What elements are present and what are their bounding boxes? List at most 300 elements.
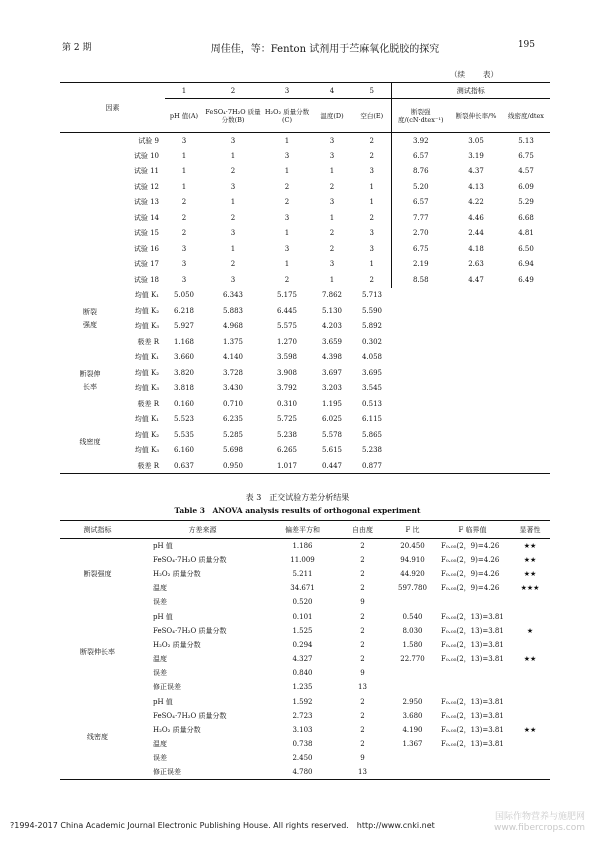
factor-level-cell: 3 — [230, 182, 236, 191]
range-analysis-row — [60, 396, 550, 412]
measurement-cell: 3.19 — [468, 151, 484, 160]
factor-level-cell: 1 — [284, 167, 290, 176]
trial-row — [60, 272, 550, 288]
f-critical-value: F₀.₀₅(2，9)=4.26 — [441, 584, 500, 593]
statistic-value: 5.238 — [276, 430, 298, 439]
measurement-cell: 6.75 — [391, 241, 450, 257]
blank-cell — [60, 195, 120, 211]
measurement-cell: 4.37 — [468, 167, 484, 176]
statistic-value: 3.598 — [276, 353, 298, 362]
f-ratio: 44.920 — [400, 569, 425, 578]
measurement-cell: 6.75 — [518, 151, 534, 160]
factor-level-cell: 2 — [284, 198, 290, 207]
f-critical-value: F₀.₀₅(2，13)=3.81 — [441, 711, 504, 720]
variance-source: 温度 — [153, 740, 167, 749]
anova-table — [60, 520, 550, 780]
measurement-cell: 4.13 — [468, 182, 484, 191]
trial-row — [60, 133, 550, 149]
significance-marker: ★★ — [523, 726, 537, 735]
factor-level-cell: 2 — [329, 229, 335, 238]
factor-level-cell: 2 — [230, 213, 236, 222]
significance-marker: ★★ — [523, 555, 537, 564]
f-ratio: 1.367 — [402, 740, 423, 749]
blank-cell — [391, 303, 550, 319]
statistic-value: 3.545 — [361, 384, 383, 393]
blank-cell — [391, 334, 550, 350]
statistic-value: 5.575 — [276, 322, 298, 331]
col-label: 空白(E) — [360, 111, 384, 120]
measurement-cell: 2.44 — [468, 229, 484, 238]
indicator-group-name — [60, 288, 120, 350]
blank-cell — [60, 164, 120, 180]
measurement-cell: 6.09 — [518, 182, 534, 191]
variance-source: H₂O₂ 质量分数 — [153, 726, 201, 735]
trial-label: 试验 17 — [133, 260, 159, 269]
anova-row — [60, 609, 550, 623]
measurement-cell: 4.18 — [468, 244, 484, 253]
significance-marker: ★★ — [523, 569, 537, 578]
measurement-cell: 8.58 — [391, 272, 450, 288]
statistic-value: 5.535 — [173, 430, 195, 439]
degrees-of-freedom: 2 — [360, 541, 365, 550]
sum-of-squares: 4.780 — [292, 768, 313, 777]
f-critical-value — [435, 766, 510, 780]
factor-level-cell: 1 — [181, 182, 187, 191]
anova-header-cell: 偏差平方和 — [285, 525, 320, 534]
statistic-value: 6.343 — [222, 291, 244, 300]
sum-of-squares: 0.738 — [292, 740, 313, 749]
factor-level-cell: 2 — [329, 182, 335, 191]
measurement-cell: 4.81 — [518, 229, 534, 238]
factor-level-cell: 1 — [230, 244, 236, 253]
statistic-value: 5.883 — [222, 306, 244, 315]
factor-level-cell: 3 — [369, 244, 374, 253]
factor-level-cell: 2 — [369, 136, 374, 145]
degrees-of-freedom: 2 — [360, 555, 365, 564]
f-ratio: 2.950 — [402, 697, 423, 706]
f-ratio: 4.190 — [402, 726, 423, 735]
trial-label: 试验 18 — [133, 275, 159, 284]
degrees-of-freedom: 2 — [360, 640, 365, 649]
indicator-group-name — [60, 350, 120, 412]
variance-source: 误差 — [153, 598, 167, 607]
significance-marker: ★★ — [523, 655, 537, 664]
statistic-value: 6.265 — [276, 446, 298, 455]
statistic-value: 7.862 — [321, 291, 343, 300]
f-critical-value — [435, 595, 510, 609]
factor-level-cell: 1 — [369, 182, 374, 191]
anova-header-cell: 显著性 — [519, 525, 541, 534]
blank-cell — [60, 148, 120, 164]
table3-caption-zh: 表 3 正交试验方差分析结果 — [245, 493, 350, 502]
statistic-label: 均值 K₃ — [134, 384, 159, 393]
anova-header-cell: 测试指标 — [83, 525, 112, 534]
statistic-label: 均值 K₂ — [134, 368, 159, 377]
watermark-line: 国际作物营养与施肥网 — [494, 812, 585, 822]
significance-marker — [510, 751, 550, 765]
statistic-label: 均值 K₁ — [134, 353, 159, 362]
statistic-value: 5.725 — [276, 415, 298, 424]
factor-level-cell: 2 — [181, 198, 187, 207]
sum-of-squares: 1.186 — [292, 541, 313, 550]
trial-row — [60, 241, 550, 257]
factor-level-cell: 1 — [284, 229, 290, 238]
anova-header-cell: F 比 — [405, 525, 420, 534]
range-analysis-row — [60, 427, 550, 443]
variance-source: pH 值 — [153, 697, 173, 706]
variance-source: FeSO₄·7H₂O 质量分数 — [153, 711, 227, 720]
anova-header-cell: 自由度 — [352, 525, 373, 534]
trial-label: 试验 10 — [133, 151, 159, 160]
factor-level-cell: 1 — [230, 151, 236, 160]
variance-source: FeSO₄·7H₂O 质量分数 — [153, 555, 227, 564]
continued-marker — [450, 69, 498, 80]
factor-level-cell: 2 — [230, 260, 236, 269]
significance-marker: ★ — [526, 626, 534, 635]
indicator-group-name — [60, 412, 120, 474]
f-critical-value: F₀.₀₅(2，13)=3.81 — [441, 697, 504, 706]
degrees-of-freedom: 13 — [358, 768, 367, 777]
significance-marker — [510, 737, 550, 751]
significance-marker — [510, 709, 550, 723]
f-ratio — [390, 766, 435, 780]
statistic-value: 5.927 — [173, 322, 195, 331]
significance-marker: ★★ — [523, 541, 537, 550]
factor-level-cell: 3 — [284, 151, 290, 160]
sum-of-squares: 1.525 — [292, 626, 313, 635]
statistic-value: 5.698 — [222, 446, 244, 455]
col-number: 3 — [263, 83, 311, 99]
significance-marker — [510, 680, 550, 694]
statistic-value: 0.637 — [173, 461, 195, 470]
statistic-value: 4.140 — [222, 353, 244, 362]
statistic-label: 极差 R — [137, 399, 159, 408]
statistic-label: 均值 K₃ — [134, 446, 159, 455]
statistic-label: 均值 K₃ — [134, 322, 159, 331]
f-critical-value — [435, 666, 510, 680]
statistic-value: 3.908 — [276, 368, 298, 377]
statistic-value: 4.398 — [321, 353, 343, 362]
f-critical-value: F₀.₀₅(2，9)=4.26 — [441, 541, 500, 550]
variance-source: FeSO₄·7H₂O 质量分数 — [153, 626, 227, 635]
blank-cell — [391, 427, 550, 443]
variance-source: H₂O₂ 质量分数 — [153, 640, 201, 649]
trial-row — [60, 195, 550, 211]
statistic-value: 5.285 — [222, 430, 244, 439]
running-title: 周佳佳，等：Fenton 试剂用于苎麻氧化脱胶的探究 — [210, 44, 440, 55]
trial-label: 试验 13 — [133, 198, 159, 207]
measurement-cell: 8.76 — [391, 164, 450, 180]
page-number: 195 — [517, 40, 535, 50]
sum-of-squares: 0.840 — [292, 669, 313, 678]
col-label: H₂O₂ 质量分数(C) — [264, 107, 310, 124]
measurement-cell: 3.05 — [468, 136, 484, 145]
col-number: 4 — [311, 83, 353, 99]
measurement-cell: 4.57 — [518, 167, 534, 176]
trial-label: 试验 9 — [138, 136, 159, 145]
indicators-header: 测试指标 — [391, 83, 550, 99]
factor-level-cell: 3 — [369, 167, 374, 176]
statistic-value: 3.697 — [321, 368, 343, 377]
col-number: 2 — [203, 83, 263, 99]
range-analysis-row — [60, 288, 550, 304]
factor-level-cell: 3 — [329, 198, 335, 207]
statistic-value: 0.302 — [361, 337, 383, 346]
variance-source: H₂O₂ 质量分数 — [153, 569, 201, 578]
significance-marker — [510, 609, 550, 623]
statistic-value: 0.310 — [276, 399, 298, 408]
factor-level-cell: 3 — [181, 260, 187, 269]
statistic-value: 5.130 — [321, 306, 343, 315]
col-number: 1 — [165, 83, 203, 99]
watermark-line: www.fibercrops.com — [494, 823, 585, 833]
range-analysis-row — [60, 412, 550, 428]
statistic-value: 6.235 — [222, 415, 244, 424]
col-number: 5 — [353, 83, 391, 99]
trial-row — [60, 148, 550, 164]
site-watermark — [494, 812, 585, 834]
factor-level-cell: 1 — [181, 151, 187, 160]
statistic-value: 4.058 — [361, 353, 383, 362]
degrees-of-freedom: 2 — [360, 626, 365, 635]
blank-cell — [60, 241, 120, 257]
factor-level-cell: 2 — [181, 229, 187, 238]
measurement-cell: 6.50 — [518, 244, 534, 253]
sum-of-squares: 5.211 — [292, 569, 313, 578]
anova-row — [60, 539, 550, 553]
f-ratio: 22.770 — [400, 655, 425, 664]
statistic-value: 6.218 — [173, 306, 195, 315]
factor-level-cell: 3 — [329, 136, 335, 145]
sum-of-squares: 4.327 — [292, 655, 313, 664]
trial-row — [60, 164, 550, 180]
blank-cell — [60, 226, 120, 242]
degrees-of-freedom: 2 — [360, 584, 365, 593]
variance-source: pH 值 — [153, 612, 173, 621]
blank-cell — [391, 288, 550, 304]
f-critical-value — [435, 680, 510, 694]
trial-label: 试验 11 — [133, 167, 159, 176]
blank-cell — [391, 319, 550, 335]
variance-source: 修正误差 — [153, 683, 181, 692]
statistic-value: 1.375 — [222, 337, 244, 346]
factor-level-cell: 2 — [329, 244, 335, 253]
statistic-label: 均值 K₁ — [134, 291, 159, 300]
f-critical-value: F₀.₀₅(2，13)=3.81 — [441, 655, 504, 664]
trial-label: 试验 16 — [133, 244, 159, 253]
f-ratio: 1.580 — [402, 640, 423, 649]
f-ratio: 3.680 — [402, 711, 423, 720]
factor-level-cell: 3 — [181, 136, 187, 145]
measurement-cell: 6.57 — [391, 195, 450, 211]
statistic-value: 0.160 — [173, 399, 195, 408]
indicator-group-line: 强度 — [83, 320, 97, 329]
statistic-value: 5.865 — [361, 430, 383, 439]
range-analysis-row — [60, 365, 550, 381]
statistic-value: 3.818 — [173, 384, 195, 393]
blank-cell — [391, 396, 550, 412]
statistic-value: 5.578 — [321, 430, 343, 439]
factor-level-cell: 1 — [369, 260, 374, 269]
table2-body — [60, 133, 550, 474]
sum-of-squares: 1.592 — [292, 697, 313, 706]
statistic-value: 0.447 — [321, 461, 343, 470]
statistic-value: 3.728 — [222, 368, 244, 377]
trial-row — [60, 179, 550, 195]
statistic-value: 6.115 — [361, 415, 383, 424]
f-critical-value: F₀.₀₅(2，13)=3.81 — [441, 612, 504, 621]
statistic-value: 1.017 — [276, 461, 298, 470]
degrees-of-freedom: 9 — [360, 669, 365, 678]
blank-cell — [60, 257, 120, 273]
factor-header: 因素 — [105, 103, 120, 112]
significance-marker — [510, 766, 550, 780]
factor-level-cell: 2 — [369, 213, 374, 222]
variance-source: 误差 — [153, 669, 167, 678]
factor-level-cell: 3 — [230, 136, 236, 145]
factor-level-cell: 2 — [284, 182, 290, 191]
statistic-value: 3.792 — [276, 384, 298, 393]
range-analysis-row — [60, 303, 550, 319]
variance-source: 温度 — [153, 584, 167, 593]
blank-cell — [391, 365, 550, 381]
factor-level-cell: 3 — [329, 151, 335, 160]
anova-indicator-name: 线密度 — [87, 732, 108, 741]
statistic-value: 0.710 — [222, 399, 244, 408]
variance-source: 修正误差 — [153, 768, 181, 777]
factor-level-cell: 2 — [284, 275, 290, 284]
factor-level-cell: 3 — [230, 229, 236, 238]
measurement-cell: 7.77 — [391, 210, 450, 226]
f-ratio: 20.450 — [400, 541, 425, 550]
statistic-value: 5.175 — [276, 291, 298, 300]
blank-cell — [391, 381, 550, 397]
indicator-label: 断裂伸长率/% — [455, 111, 497, 120]
statistic-value: 6.025 — [321, 415, 343, 424]
statistic-label: 均值 K₂ — [134, 306, 159, 315]
statistic-value: 0.877 — [361, 461, 383, 470]
indicator-label: 线密度/dtex — [508, 111, 544, 120]
factor-level-cell: 1 — [181, 167, 187, 176]
factor-level-cell: 1 — [329, 167, 335, 176]
trial-row — [60, 210, 550, 226]
copyright-footer: ?1994-2017 China Academic Journal Electronic Publishing House. All rights reserved. http://www.cnki.net — [10, 821, 435, 830]
measurement-cell: 5.13 — [518, 136, 534, 145]
blank-cell — [391, 412, 550, 428]
f-critical-value: F₀.₀₅(2，13)=3.81 — [441, 640, 504, 649]
statistic-value: 5.892 — [361, 322, 383, 331]
factor-level-cell: 1 — [329, 275, 335, 284]
statistic-value: 1.195 — [321, 399, 343, 408]
sum-of-squares: 2.450 — [292, 754, 313, 763]
statistic-value: 5.238 — [361, 446, 383, 455]
range-analysis-row — [60, 319, 550, 335]
continued-open: （续 — [450, 70, 465, 79]
significance-marker — [510, 638, 550, 652]
measurement-cell: 5.29 — [518, 198, 534, 207]
blank-cell — [60, 133, 120, 149]
measurement-cell: 6.49 — [518, 275, 534, 284]
factor-level-cell: 1 — [230, 198, 236, 207]
statistic-value: 6.160 — [173, 446, 195, 455]
degrees-of-freedom: 2 — [360, 697, 365, 706]
range-analysis-row — [60, 334, 550, 350]
range-analysis-row — [60, 350, 550, 366]
f-critical-value: F₀.₀₅(2，13)=3.81 — [441, 626, 504, 635]
col-label: pH 值(A) — [169, 111, 199, 120]
factor-level-cell: 3 — [284, 213, 290, 222]
sum-of-squares: 0.520 — [292, 598, 313, 607]
f-ratio: 8.030 — [402, 626, 423, 635]
significance-marker — [510, 666, 550, 680]
blank-cell — [391, 458, 550, 474]
factor-level-cell: 1 — [329, 213, 335, 222]
statistic-value: 3.659 — [321, 337, 343, 346]
significance-marker — [510, 695, 550, 709]
continued-close: 表） — [483, 70, 498, 79]
degrees-of-freedom: 2 — [360, 569, 365, 578]
issue-number: 第 2 期 — [62, 43, 92, 53]
factor-level-cell: 2 — [230, 167, 236, 176]
blank-cell — [391, 443, 550, 459]
f-ratio: 0.540 — [402, 612, 423, 621]
trial-row — [60, 257, 550, 273]
measurement-cell: 2.70 — [391, 226, 450, 242]
indicator-group-line: 断裂伸 — [79, 369, 101, 378]
blank-cell — [391, 350, 550, 366]
factor-level-cell: 2 — [369, 151, 374, 160]
f-ratio — [390, 666, 435, 680]
statistic-value: 3.820 — [173, 368, 195, 377]
indicator-group-line: 长率 — [83, 382, 97, 391]
range-analysis-row — [60, 381, 550, 397]
statistic-value: 4.968 — [222, 322, 244, 331]
sum-of-squares: 3.103 — [292, 726, 313, 735]
range-analysis-row — [60, 443, 550, 459]
measurement-cell: 4.47 — [468, 275, 484, 284]
f-critical-value: F₀.₀₅(2，9)=4.26 — [441, 569, 500, 578]
factor-level-cell: 1 — [369, 198, 374, 207]
statistic-value: 5.615 — [321, 446, 343, 455]
significance-marker: ★★★ — [520, 584, 540, 593]
anova-header-cell: F 临界值 — [458, 525, 487, 534]
measurement-cell: 3.92 — [391, 133, 450, 149]
statistic-value: 1.168 — [173, 337, 195, 346]
factor-level-cell: 1 — [284, 260, 290, 269]
factor-level-cell: 3 — [230, 275, 236, 284]
anova-row — [60, 695, 550, 709]
measurement-cell: 2.63 — [468, 260, 484, 269]
indicator-group-line: 线密度 — [79, 437, 101, 446]
trial-label: 试验 12 — [133, 182, 159, 191]
degrees-of-freedom: 2 — [360, 740, 365, 749]
measurement-cell: 5.20 — [391, 179, 450, 195]
variance-source: 误差 — [153, 754, 167, 763]
sum-of-squares: 34.671 — [290, 584, 315, 593]
degrees-of-freedom: 13 — [358, 683, 367, 692]
indicator-label: 断裂强度/(cN·dtex⁻¹) — [391, 99, 450, 133]
measurement-cell: 4.22 — [468, 198, 484, 207]
statistic-label: 极差 R — [137, 337, 159, 346]
statistic-value: 3.660 — [173, 353, 195, 362]
f-ratio — [390, 680, 435, 694]
f-critical-value: F₀.₀₅(2，13)=3.81 — [441, 740, 504, 749]
statistic-value: 0.513 — [361, 399, 383, 408]
statistic-value: 4.203 — [321, 322, 343, 331]
degrees-of-freedom: 9 — [360, 754, 365, 763]
anova-indicator-name: 断裂强度 — [83, 570, 112, 579]
significance-marker — [510, 595, 550, 609]
